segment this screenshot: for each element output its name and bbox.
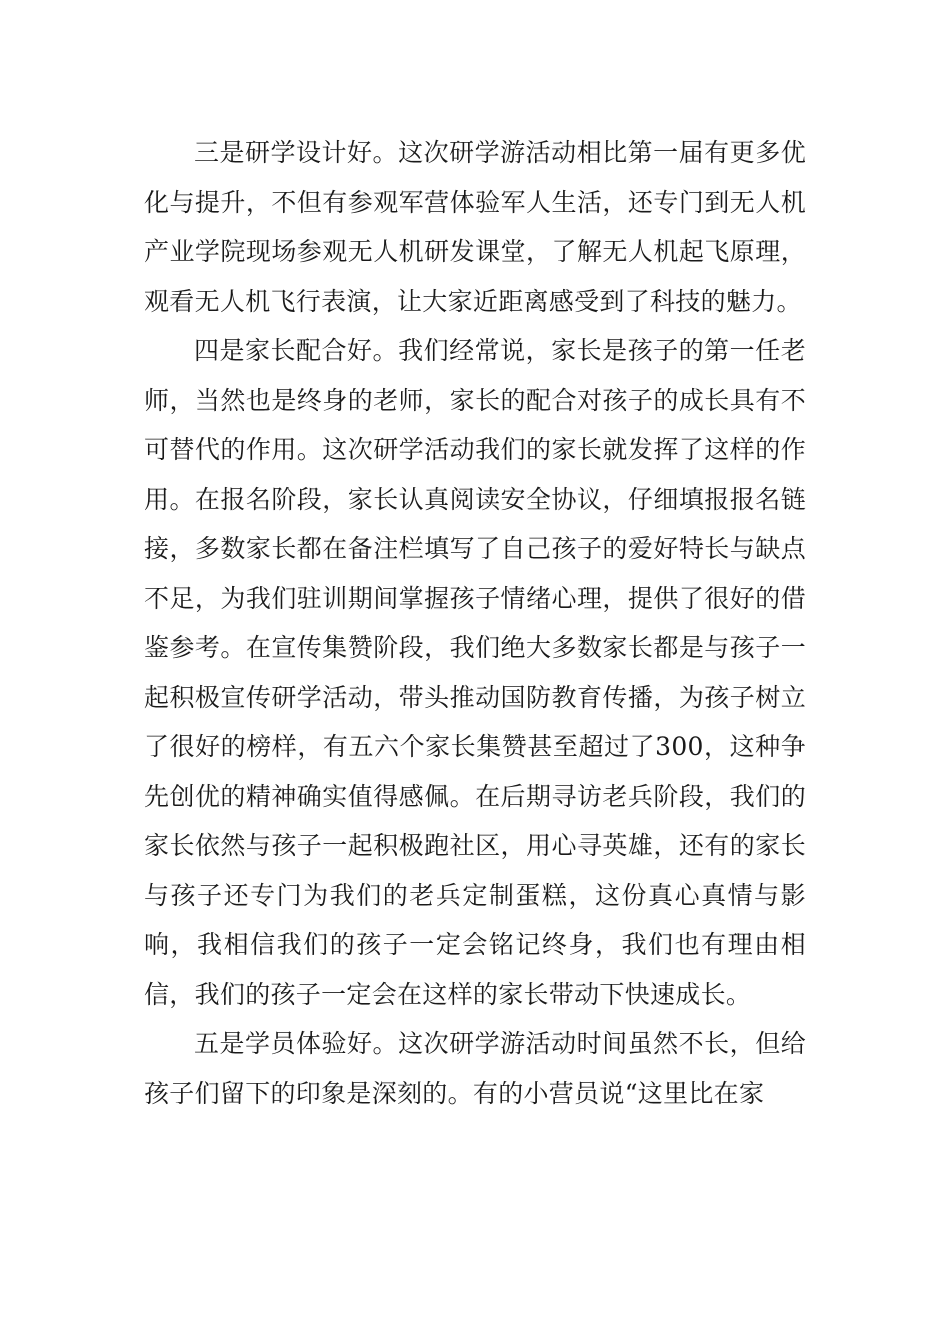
paragraph-student-experience: 五是学员体验好。这次研学游活动时间虽然不长，但给孩子们留下的印象是深刻的。有的小营员说“这里比在家 <box>144 1029 806 1108</box>
paragraph-parent-cooperation: 四是家长配合好。我们经常说，家长是孩子的第一任老师，当然也是终身的老师，家长的配合对孩子的成长具有不可替代的作用。这次研学活动我们的家长就发挥了这样的作用。在报名阶段，家长认真阅读安全协议，仔细填报报名链接，多数家长都在备注栏填写了自己孩子的爱好特长与缺点不足，为我们驻训期间掌握孩子情绪心理，提供了很好的借鉴参考。在宣传集赞阶段，我们绝大多数家长都是与孩子一起积极宣传研学活动，带头推动国防教育传播，为孩子树立了很好的榜样，有五六个家长集赞甚至超过了300，这种争先创优的精神确实值得感佩。在后期寻访老兵阶段，我们的家长依然与孩子一起积极跑社区，用心寻英雄，还有的家长与孩子还专门为我们的老兵定制蛋糕，这份真心真情与影响，我相信我们的孩子一定会铭记终身，我们也有理由相信，我们的孩子一定会在这样的家长带动下快速成长。 <box>144 336 806 1009</box>
paragraph-research-design: 三是研学设计好。这次研学游活动相比第一届有更多优化与提升，不但有参观军营体验军人生活，还专门到无人机产业学院现场参观无人机研发课堂，了解无人机起飞原理，观看无人机飞行表演，让大家近距离感受到了科技的魅力。 <box>144 138 806 316</box>
document-page <box>144 128 806 1118</box>
